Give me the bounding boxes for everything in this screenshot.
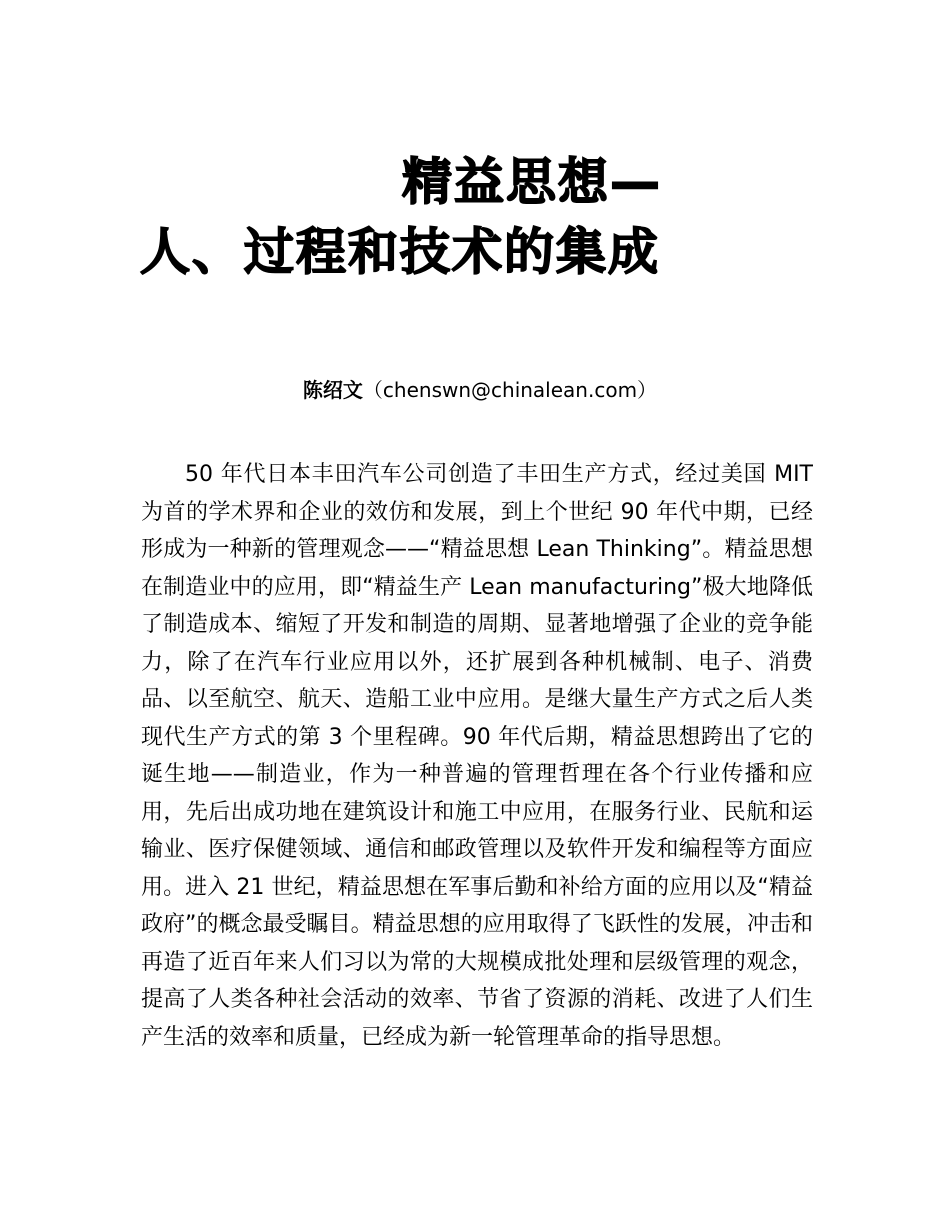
title-line-2: 人、过程和技术的集成 [140,223,660,281]
title-line-1: 精益思想— [402,153,662,211]
author-email: （chenswn@chinalean.com） [362,378,658,402]
body-paragraph: 50 年代日本丰田汽车公司创造了丰田生产方式，经过美国 MIT 为首的学术界和企业的效仿和发展，到上个世纪 90 年代中期，已经形成为一种新的管理观念——“精益思想 Lean Thinking”。精益思想在制造业中的应用，即“精益生产 Lean manufacturing”极大地降低了制造成本、缩短了开发和制造的周期、显著地增强了企业的竞争能力，除了在汽车行业应用以外，还扩展到各种机械制、电子、消费品、以至航空、航天、造船工业中应用。是继大量生产方式之后人类现代生产方式的第 3 个里程碑。90 年代后期，精益思想跨出了它的诞生地——制造业，作为一种普遍的管理哲理在各个行业传播和应用，先后出成功地在建筑设计和施工中应用，在服务行业、民航和运输业、医疗保健领域、通信和邮政管理以及软件开发和编程等方面应用。进入 21 世纪，精益思想在军事后勤和补给方面的应用以及“精益政府”的概念最受瞩目。精益思想的应用取得了飞跃性的发展，冲击和再造了近百年来人们习以为常的大规模成批处理和层级管理的观念，提高了人类各种社会活动的效率、节省了资源的消耗、改进了人们生产生活的效率和质量，已经成为新一轮管理革命的指导思想。 [141,462,813,1050]
author-line [140,375,820,405]
author-name: 陈绍文 [302,378,363,402]
